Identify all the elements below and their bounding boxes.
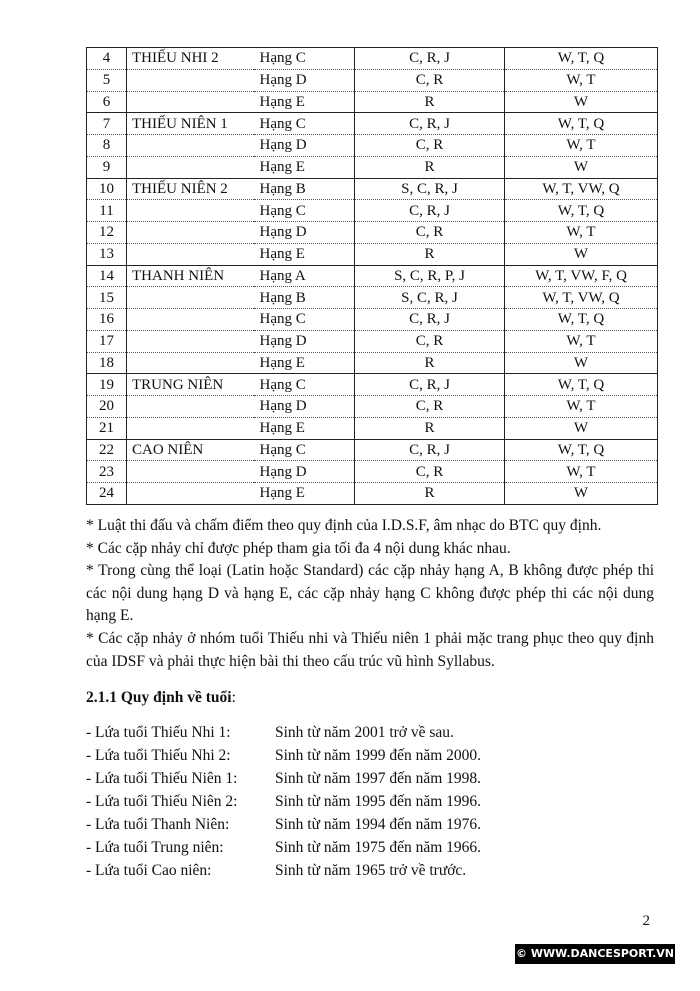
table-row — [87, 287, 658, 309]
age-rules-list — [86, 721, 481, 882]
latin-dances-cell: C, R — [355, 69, 505, 91]
table-row — [87, 91, 658, 113]
watermark-logo: © WWW.DANCESPORT.VN — [515, 944, 675, 964]
age-rule-row — [86, 744, 481, 767]
row-number-cell: 10 — [87, 178, 127, 200]
age-group-cell: THIẾU NIÊN 1 — [127, 113, 254, 135]
table-row — [87, 330, 658, 352]
age-rule-value: Sinh từ năm 1997 đến năm 1998. — [275, 770, 482, 787]
standard-dances-cell: W, T, Q — [505, 113, 658, 135]
row-number-cell: 14 — [87, 265, 127, 287]
standard-dances-cell: W — [505, 352, 658, 374]
standard-dances-cell: W, T, VW, Q — [505, 178, 658, 200]
table-row — [87, 135, 658, 157]
table-row — [87, 352, 658, 374]
level-cell: Hạng D — [254, 330, 355, 352]
table-row — [87, 374, 658, 396]
age-rule-row — [86, 721, 481, 744]
age-group-cell — [127, 91, 254, 113]
age-rule-value: Sinh từ năm 1975 đến năm 1966. — [275, 839, 482, 856]
age-group-cell: TRUNG NIÊN — [127, 374, 254, 396]
row-number-cell: 7 — [87, 113, 127, 135]
standard-dances-cell: W, T, VW, Q — [505, 287, 658, 309]
level-cell: Hạng A — [254, 265, 355, 287]
row-number-cell: 17 — [87, 330, 127, 352]
age-rule-value: Sinh từ năm 1994 đến năm 1976. — [275, 816, 482, 833]
table-row — [87, 243, 658, 265]
row-number-cell: 13 — [87, 243, 127, 265]
age-rule-value: Sinh từ năm 1995 đến năm 1996. — [275, 793, 482, 810]
level-cell: Hạng D — [254, 222, 355, 244]
age-rule-value: Sinh từ năm 1965 trở về trước. — [275, 862, 467, 879]
standard-dances-cell: W, T — [505, 330, 658, 352]
row-number-cell: 4 — [87, 48, 127, 70]
row-number-cell: 9 — [87, 156, 127, 178]
age-group-cell — [127, 461, 254, 483]
row-number-cell: 6 — [87, 91, 127, 113]
age-group-cell — [127, 156, 254, 178]
row-number-cell: 11 — [87, 200, 127, 222]
latin-dances-cell: S, C, R, J — [355, 178, 505, 200]
latin-dances-cell: C, R, J — [355, 374, 505, 396]
latin-dances-cell: R — [355, 417, 505, 439]
age-rule-label: - Lứa tuổi Thiếu Niên 1: — [86, 770, 238, 787]
standard-dances-cell: W — [505, 483, 658, 505]
table-row — [87, 69, 658, 91]
latin-dances-cell: C, R, J — [355, 439, 505, 461]
standard-dances-cell: W — [505, 91, 658, 113]
row-number-cell: 8 — [87, 135, 127, 157]
page-number: 2 — [642, 913, 650, 929]
standard-dances-cell: W — [505, 243, 658, 265]
section-title — [86, 689, 236, 707]
standard-dances-cell: W, T — [505, 135, 658, 157]
latin-dances-cell: C, R, J — [355, 309, 505, 331]
table-row — [87, 309, 658, 331]
age-group-cell: THANH NIÊN — [127, 265, 254, 287]
standard-dances-cell: W, T, Q — [505, 200, 658, 222]
level-cell: Hạng C — [254, 439, 355, 461]
age-rule-label: - Lứa tuổi Thiếu Nhi 2: — [86, 747, 231, 764]
level-cell: Hạng C — [254, 374, 355, 396]
note-item: * Các cặp nhảy chỉ được phép tham gia tối đa 4 nội dung khác nhau. — [86, 539, 511, 557]
latin-dances-cell: S, C, R, P, J — [355, 265, 505, 287]
note-item: * Luật thi đấu và chấm điểm theo quy định của I.D.S.F, âm nhạc do BTC quy định. — [86, 517, 602, 534]
standard-dances-cell: W, T, VW, F, Q — [505, 265, 658, 287]
age-group-cell — [127, 200, 254, 222]
age-group-cell — [127, 243, 254, 265]
section-title-text: 2.1.1 Quy định về tuổi — [86, 689, 232, 706]
rules-notes — [86, 515, 654, 673]
row-number-cell: 5 — [87, 69, 127, 91]
row-number-cell: 19 — [87, 374, 127, 396]
row-number-cell: 21 — [87, 417, 127, 439]
level-cell: Hạng E — [254, 483, 355, 505]
table-row — [87, 483, 658, 505]
standard-dances-cell: W, T — [505, 396, 658, 418]
standard-dances-cell: W, T, Q — [505, 309, 658, 331]
table-row — [87, 178, 658, 200]
age-group-cell — [127, 396, 254, 418]
table-row — [87, 265, 658, 287]
latin-dances-cell: R — [355, 352, 505, 374]
age-rule-row — [86, 813, 481, 836]
table-row — [87, 113, 658, 135]
latin-dances-cell: C, R — [355, 135, 505, 157]
latin-dances-cell: R — [355, 91, 505, 113]
latin-dances-cell: C, R, J — [355, 113, 505, 135]
age-rule-label: - Lứa tuổi Thiếu Nhi 1: — [86, 724, 231, 741]
row-number-cell: 24 — [87, 483, 127, 505]
note-item: * Các cặp nhảy ở nhóm tuổi Thiếu nhi và Thiếu niên 1 phải mặc trang phục theo quy định của IDSF và phải thực hiện bài thi theo cấu trúc vũ hình Syllabus. — [86, 629, 654, 670]
table-row — [87, 156, 658, 178]
table-row — [87, 417, 658, 439]
latin-dances-cell: R — [355, 156, 505, 178]
age-group-cell — [127, 222, 254, 244]
latin-dances-cell: C, R, J — [355, 200, 505, 222]
age-rule-label: - Lứa tuổi Thiếu Niên 2: — [86, 793, 238, 810]
standard-dances-cell: W, T, Q — [505, 374, 658, 396]
row-number-cell: 16 — [87, 309, 127, 331]
age-group-cell — [127, 287, 254, 309]
row-number-cell: 18 — [87, 352, 127, 374]
row-number-cell: 20 — [87, 396, 127, 418]
age-group-cell — [127, 135, 254, 157]
latin-dances-cell: R — [355, 483, 505, 505]
competition-table — [86, 47, 658, 505]
level-cell: Hạng D — [254, 69, 355, 91]
table-row — [87, 48, 658, 70]
latin-dances-cell: R — [355, 243, 505, 265]
table-row — [87, 461, 658, 483]
row-number-cell: 15 — [87, 287, 127, 309]
age-rule-row — [86, 790, 481, 813]
table-row — [87, 396, 658, 418]
standard-dances-cell: W, T, Q — [505, 439, 658, 461]
age-rule-label: - Lứa tuổi Cao niên: — [86, 862, 212, 879]
latin-dances-cell: C, R — [355, 222, 505, 244]
level-cell: Hạng C — [254, 48, 355, 70]
age-group-cell: CAO NIÊN — [127, 439, 254, 461]
level-cell: Hạng C — [254, 309, 355, 331]
level-cell: Hạng E — [254, 91, 355, 113]
age-group-cell: THIẾU NHI 2 — [127, 48, 254, 70]
level-cell: Hạng D — [254, 135, 355, 157]
age-group-cell — [127, 352, 254, 374]
latin-dances-cell: C, R, J — [355, 48, 505, 70]
level-cell: Hạng E — [254, 243, 355, 265]
level-cell: Hạng E — [254, 417, 355, 439]
latin-dances-cell: C, R — [355, 461, 505, 483]
level-cell: Hạng C — [254, 113, 355, 135]
age-group-cell — [127, 483, 254, 505]
latin-dances-cell: C, R — [355, 330, 505, 352]
level-cell: Hạng B — [254, 287, 355, 309]
table-row — [87, 222, 658, 244]
level-cell: Hạng E — [254, 352, 355, 374]
row-number-cell: 22 — [87, 439, 127, 461]
age-rule-value: Sinh từ năm 2001 trở về sau. — [275, 724, 454, 741]
age-rule-label: - Lứa tuổi Thanh Niên: — [86, 816, 230, 833]
level-cell: Hạng B — [254, 178, 355, 200]
level-cell: Hạng C — [254, 200, 355, 222]
age-group-cell — [127, 330, 254, 352]
row-number-cell: 12 — [87, 222, 127, 244]
level-cell: Hạng D — [254, 396, 355, 418]
standard-dances-cell: W, T — [505, 69, 658, 91]
standard-dances-cell: W, T — [505, 222, 658, 244]
section-title-suffix: : — [231, 689, 236, 706]
level-cell: Hạng E — [254, 156, 355, 178]
age-rule-row — [86, 767, 481, 790]
age-rule-label: - Lứa tuổi Trung niên: — [86, 839, 224, 856]
standard-dances-cell: W, T, Q — [505, 48, 658, 70]
latin-dances-cell: S, C, R, J — [355, 287, 505, 309]
table-row — [87, 200, 658, 222]
age-group-cell — [127, 69, 254, 91]
age-rule-row — [86, 836, 481, 859]
standard-dances-cell: W, T — [505, 461, 658, 483]
age-group-cell — [127, 309, 254, 331]
row-number-cell: 23 — [87, 461, 127, 483]
latin-dances-cell: C, R — [355, 396, 505, 418]
age-rule-value: Sinh từ năm 1999 đến năm 2000. — [275, 747, 482, 764]
note-item: * Trong cùng thể loại (Latin hoặc Standard) các cặp nhảy hạng A, B không được phép thi các nội dung hạng D và hạng E, các cặp nhảy hạng C không được phép thi các nội dung hạng E. — [86, 562, 654, 625]
age-rule-row — [86, 859, 481, 882]
table-row — [87, 439, 658, 461]
age-group-cell: THIẾU NIÊN 2 — [127, 178, 254, 200]
age-group-cell — [127, 417, 254, 439]
standard-dances-cell: W — [505, 156, 658, 178]
competition-table-body — [87, 48, 658, 505]
level-cell: Hạng D — [254, 461, 355, 483]
standard-dances-cell: W — [505, 417, 658, 439]
